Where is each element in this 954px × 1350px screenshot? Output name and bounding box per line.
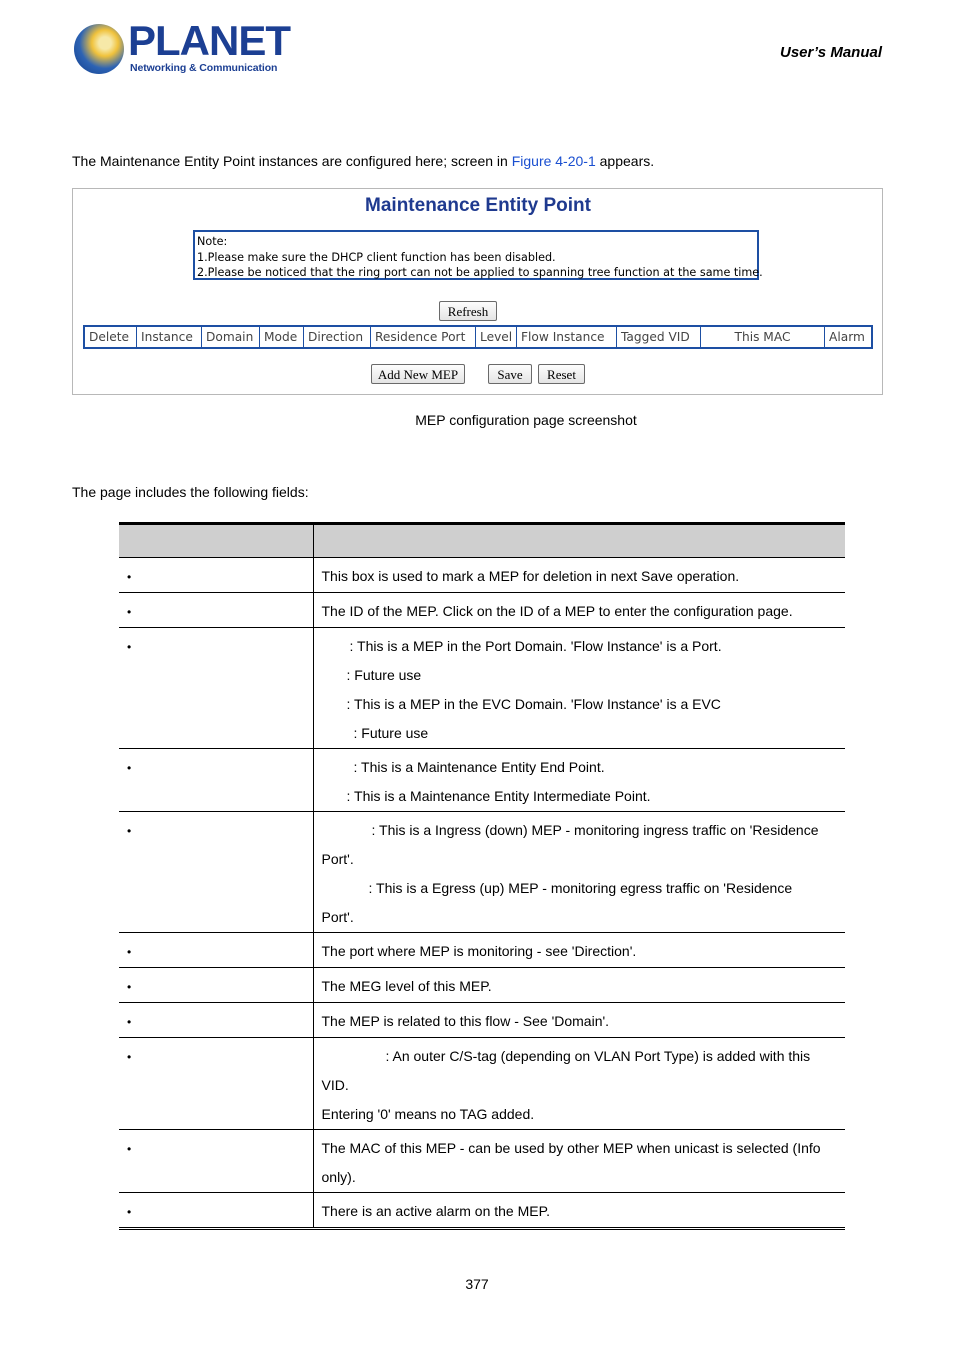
bullet: •	[127, 640, 132, 654]
table-row	[119, 749, 845, 812]
table-row	[119, 812, 845, 933]
fields-table	[119, 522, 845, 1230]
bullet: •	[127, 1050, 132, 1064]
bullet: •	[127, 605, 132, 619]
note-box	[193, 230, 763, 280]
intro-text-end: appears.	[595, 153, 655, 169]
table-row	[119, 1130, 845, 1193]
desc-line: There is an active alarm on the MEP.	[321, 1203, 551, 1219]
desc-line: : This is a Egress (up) MEP - monitoring egress traffic on 'Residence	[368, 880, 793, 896]
manual-title: User’s Manual	[780, 44, 882, 61]
description-cell	[313, 968, 845, 1003]
desc-line: The ID of the MEP. Click on the ID of a MEP to enter the configuration page.	[321, 603, 793, 619]
description-cell	[313, 1130, 845, 1193]
object-cell	[119, 558, 313, 593]
add-new-mep-button[interactable]: Add New MEP	[371, 364, 465, 384]
save-button[interactable]: Save	[488, 364, 532, 384]
desc-line: : An outer C/S-tag (depending on VLAN Port Type) is added with this	[385, 1048, 811, 1064]
col-tagged-vid: Tagged VID	[617, 327, 701, 347]
description-cell	[313, 812, 845, 933]
figure-link[interactable]: Figure 4-20-1	[511, 153, 596, 169]
note-line-1: 1.Please make sure the DHCP client function has been disabled.	[197, 250, 556, 264]
desc-line: This box is used to mark a MEP for deletion in next Save operation.	[321, 568, 740, 584]
table-header-row	[119, 524, 845, 558]
object-cell	[119, 1038, 313, 1130]
object-cell	[119, 628, 313, 749]
table-row	[119, 1003, 845, 1038]
logo-tagline: Networking & Communication	[130, 62, 278, 74]
bullet: •	[127, 980, 132, 994]
description-cell	[313, 558, 845, 593]
desc-line: Port'.	[321, 851, 354, 867]
description-cell	[313, 1193, 845, 1229]
bullet: •	[127, 570, 132, 584]
table-row	[119, 628, 845, 749]
col-instance: Instance	[137, 327, 202, 347]
logo-brand: PLANET	[128, 17, 290, 64]
object-cell	[119, 749, 313, 812]
globe-icon	[74, 24, 124, 74]
description-cell	[313, 933, 845, 968]
description-cell	[313, 749, 845, 812]
mep-table-header	[83, 325, 873, 349]
fields-intro: The page includes the following fields:	[72, 484, 309, 500]
note-line-2: 2.Please be noticed that the ring port can not be applied to spanning tree function at the same time.	[197, 266, 763, 279]
intro-paragraph	[72, 153, 654, 169]
table-row	[119, 1038, 845, 1130]
description-cell	[313, 1038, 845, 1130]
desc-line: Port'.	[321, 909, 354, 925]
col-domain: Domain	[202, 327, 260, 347]
description-header	[313, 524, 845, 558]
bullet: •	[127, 1205, 132, 1219]
desc-line: : This is a Ingress (down) MEP - monitoring ingress traffic on 'Residence	[371, 822, 819, 838]
object-cell	[119, 1193, 313, 1229]
table-row	[119, 558, 845, 593]
object-cell	[119, 593, 313, 628]
col-direction: Direction	[304, 327, 371, 347]
bullet: •	[127, 824, 132, 838]
desc-line: only).	[321, 1169, 356, 1185]
object-cell	[119, 933, 313, 968]
desc-line: The MEP is related to this flow - See 'Domain'.	[321, 1013, 610, 1029]
col-mode: Mode	[260, 327, 304, 347]
bullet: •	[127, 945, 132, 959]
table-row	[119, 933, 845, 968]
desc-line: : Future use	[346, 667, 422, 683]
mep-page-title: Maintenance Entity Point	[365, 195, 591, 216]
desc-line: : This is a Maintenance Entity Intermediate Point.	[346, 788, 651, 804]
table-row	[119, 1193, 845, 1229]
desc-line: The port where MEP is monitoring - see 'Direction'.	[321, 943, 637, 959]
desc-line: : Future use	[353, 725, 429, 741]
col-residence-port: Residence Port	[371, 327, 476, 347]
reset-button[interactable]: Reset	[538, 364, 585, 384]
object-cell	[119, 1003, 313, 1038]
object-header	[119, 524, 313, 558]
refresh-button[interactable]: Refresh	[439, 301, 497, 321]
object-cell	[119, 812, 313, 933]
col-delete: Delete	[85, 327, 137, 347]
bullet: •	[127, 761, 132, 775]
table-row	[119, 968, 845, 1003]
desc-line: The MEG level of this MEP.	[321, 978, 492, 994]
desc-line: Entering '0' means no TAG added.	[321, 1106, 535, 1122]
desc-line: : This is a MEP in the EVC Domain. 'Flow Instance' is a EVC	[346, 696, 721, 712]
object-cell	[119, 1130, 313, 1193]
planet-logo	[72, 17, 290, 78]
col-level: Level	[476, 327, 517, 347]
description-cell	[313, 628, 845, 749]
bullet: •	[127, 1142, 132, 1156]
col-flow-instance: Flow Instance	[517, 327, 617, 347]
desc-line: The MAC of this MEP - can be used by other MEP when unicast is selected (Info	[321, 1140, 821, 1156]
object-cell	[119, 968, 313, 1003]
description-cell	[313, 1003, 845, 1038]
note-heading: Note:	[197, 235, 228, 248]
desc-line: : This is a MEP in the Port Domain. 'Flow Instance' is a Port.	[349, 638, 722, 654]
col-this-mac: This MAC	[701, 327, 825, 347]
desc-line: VID.	[321, 1077, 349, 1093]
mep-screenshot	[72, 188, 883, 395]
desc-line: : This is a Maintenance Entity End Point.	[353, 759, 605, 775]
intro-text: The Maintenance Entity Point instances are configured here; screen in	[72, 153, 512, 169]
page-number: 377	[465, 1276, 489, 1292]
figure-caption: MEP configuration page screenshot	[415, 412, 637, 428]
bullet: •	[127, 1015, 132, 1029]
description-cell	[313, 593, 845, 628]
col-alarm: Alarm	[829, 330, 865, 344]
table-row	[119, 593, 845, 628]
